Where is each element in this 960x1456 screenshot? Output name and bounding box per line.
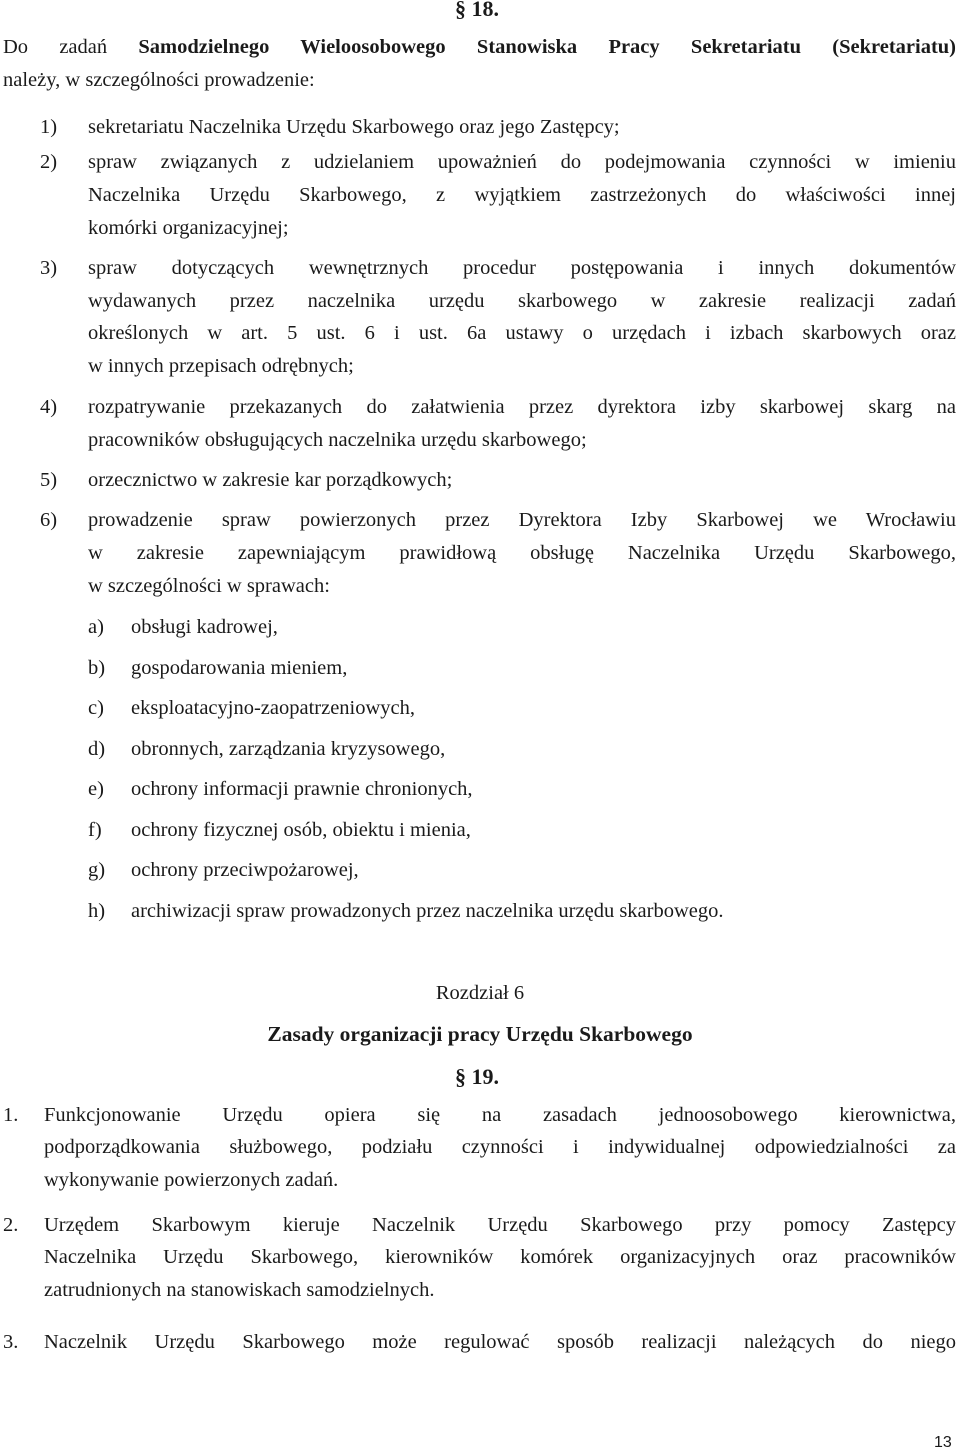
subitem-letter: h)	[88, 900, 106, 922]
item-line: spraw dotyczących wewnętrznych procedur postępowania i innych dokumentów	[88, 257, 956, 279]
item-number: 3.	[3, 1331, 19, 1353]
item-line: wykonywanie powierzonych zadań.	[44, 1169, 339, 1191]
subitem-letter: a)	[88, 616, 104, 638]
item-number: 5)	[40, 469, 58, 491]
item-line: Naczelnika Urzędu Skarbowego, z wyjątkiem zastrzeżonych do właściwości innej	[88, 184, 956, 206]
item-number: 4)	[40, 396, 58, 418]
item-line: spraw związanych z udzielaniem upoważnień do podejmowania czynności w imieniu	[88, 151, 956, 173]
subitem-text: gospodarowania mieniem,	[131, 657, 348, 679]
item-line: Naczelnik Urzędu Skarbowego może regulować sposób realizacji należących do niego	[44, 1331, 956, 1353]
item-line: pracowników obsługujących naczelnika urzędu skarbowego;	[88, 429, 587, 451]
item-number: 2)	[40, 151, 58, 173]
item-line: zatrudnionych na stanowiskach samodzielnych.	[44, 1279, 435, 1301]
subitem-text: obsługi kadrowej,	[131, 616, 278, 638]
item-number: 3)	[40, 257, 58, 279]
item-line: w zakresie zapewniającym prawidłową obsługę Naczelnika Urzędu Skarbowego,	[88, 542, 956, 564]
subitem-letter: b)	[88, 657, 106, 679]
subitem-letter: f)	[88, 819, 102, 841]
item-number: 6)	[40, 509, 58, 531]
item-line: Funkcjonowanie Urzędu opiera się na zasadach jednoosobowego kierownictwa,	[44, 1104, 956, 1126]
item-line: podporządkowania służbowego, podziału czynności i indywidualnej odpowiedzialności za	[44, 1136, 956, 1158]
item-line: w szczególności w sprawach:	[88, 575, 330, 597]
chapter-title: Zasady organizacji pracy Urzędu Skarbowego	[267, 1022, 693, 1046]
subitem-text: ochrony przeciwpożarowej,	[131, 859, 359, 881]
item-line: wydawanych przez naczelnika urzędu skarbowego w zakresie realizacji zadań	[88, 290, 956, 312]
subitem-text: eksploatacyjno-zaopatrzeniowych,	[131, 697, 416, 719]
item-line: Urzędem Skarbowym kieruje Naczelnik Urzędu Skarbowego przy pomocy Zastępcy	[44, 1214, 956, 1236]
item-line: prowadzenie spraw powierzonych przez Dyrektora Izby Skarbowej we Wrocławiu	[88, 509, 956, 531]
subitem-letter: g)	[88, 859, 106, 881]
item-line: orzecznictwo w zakresie kar porządkowych;	[88, 469, 453, 491]
section-heading-19: § 19.	[455, 1064, 499, 1089]
item-line: sekretariatu Naczelnika Urzędu Skarbowego oraz jego Zastępcy;	[88, 116, 620, 138]
item-line: rozpatrywanie przekazanych do załatwienia przez dyrektora izby skarbowej skarg na	[88, 396, 956, 418]
page-number: 13	[934, 1434, 952, 1451]
subitem-letter: d)	[88, 738, 106, 760]
item-number: 1.	[3, 1104, 19, 1126]
intro-line-2: należy, w szczególności prowadzenie:	[3, 69, 315, 91]
intro-line-1	[3, 36, 956, 59]
subitem-letter: e)	[88, 778, 104, 800]
chapter-label: Rozdział 6	[435, 982, 525, 1004]
item-line: Naczelnika Urzędu Skarbowego, kierowników komórek organizacyjnych oraz pracowników	[44, 1246, 956, 1268]
item-number: 2.	[3, 1214, 19, 1236]
item-number: 1)	[40, 116, 58, 138]
item-line: komórki organizacyjnej;	[88, 217, 289, 239]
subitem-letter: c)	[88, 697, 104, 719]
subitem-text: ochrony fizycznej osób, obiektu i mienia,	[131, 819, 471, 841]
subitem-text: ochrony informacji prawnie chronionych,	[131, 778, 473, 800]
item-line: w innych przepisach odrębnych;	[88, 355, 354, 377]
subitem-text: archiwizacji spraw prowadzonych przez naczelnika urzędu skarbowego.	[131, 900, 724, 922]
subitem-text: obronnych, zarządzania kryzysowego,	[131, 738, 446, 760]
section-heading-18: § 18.	[455, 0, 499, 21]
item-line: określonych w art. 5 ust. 6 i ust. 6a ustawy o urzędach i izbach skarbowych oraz	[88, 322, 956, 344]
intro-prefix: Do zadań	[3, 36, 139, 58]
unit-name: Samodzielnego Wieloosobowego Stanowiska Pracy Sekretariatu (Sekretariatu)	[138, 36, 956, 58]
